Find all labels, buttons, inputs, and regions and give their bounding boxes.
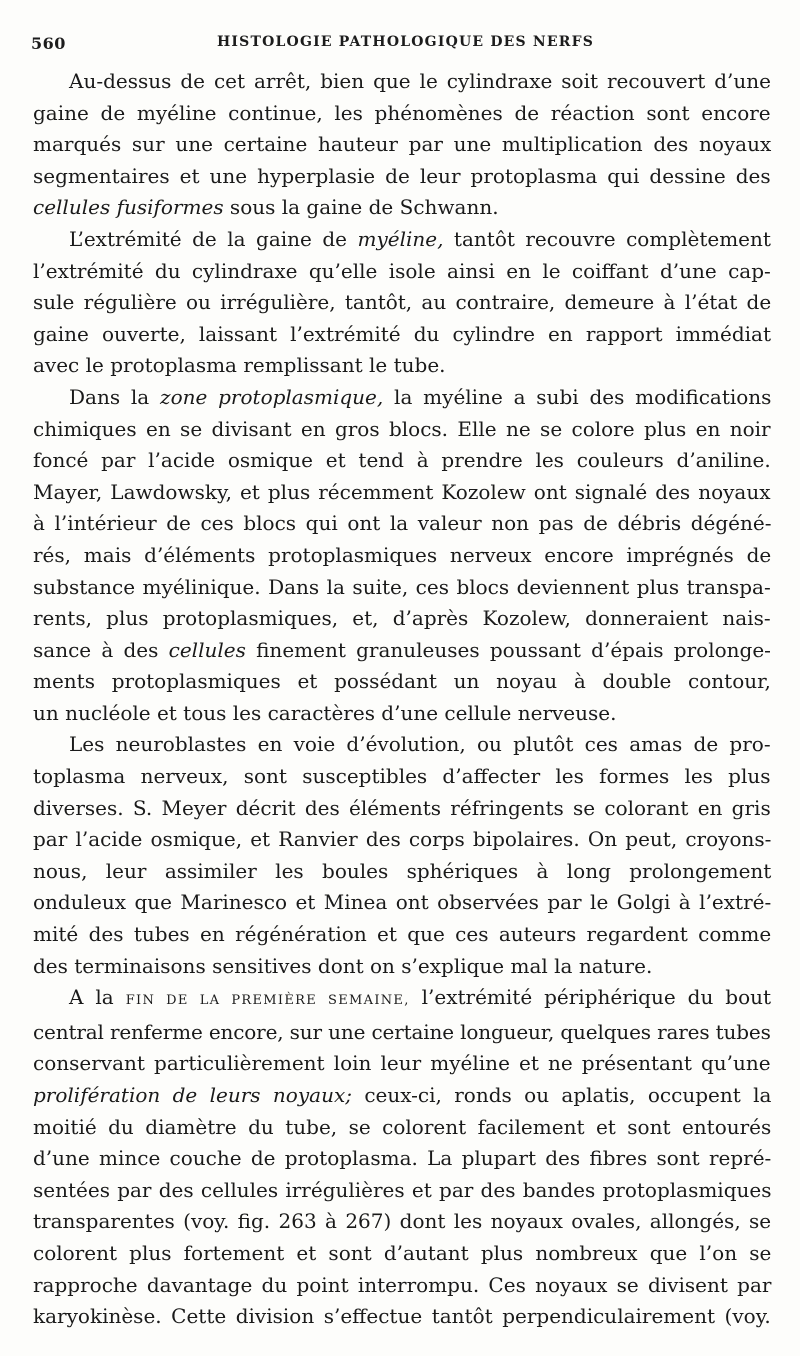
text-line: chimiques en se divisant en gros blocs. Elle ne se colore plus en noir	[33, 416, 771, 441]
text-run: finement granuleuses poussant d’épais prolonge-	[245, 637, 771, 662]
page-header	[31, 31, 771, 57]
text-line: mité des tubes en régénération et que ces auteurs regardent comme	[33, 922, 772, 947]
text-line: rents, plus protoplasmiques, et, d’après Kozolew, donneraient nais-	[33, 606, 771, 631]
text-line: colorent plus fortement et sont d’autant plus nombreux que l’on se	[33, 1240, 772, 1265]
text-line: Au-dessus de cet arrêt, bien que le cylindraxe soit recouvert d’une	[69, 69, 771, 93]
text-line: avec le protoplasma remplissant le tube.	[33, 353, 446, 378]
text-run: A la	[69, 985, 126, 1010]
running-title: HISTOLOGIE PATHOLOGIQUE DES NERFS	[217, 34, 595, 50]
paragraph-1	[33, 66, 771, 224]
text-run: sance à des	[33, 637, 169, 662]
text-line: l’extrémité du cylindraxe qu’elle isole ainsi en le coiffant d’une cap-	[33, 258, 771, 283]
text-line	[33, 1080, 771, 1112]
text-line	[33, 382, 771, 414]
italic-term: cellules	[168, 637, 246, 662]
paragraph-3	[33, 382, 771, 730]
text-line	[33, 192, 771, 224]
text-line: ments protoplasmiques et possédant un noyau à double contour,	[33, 669, 771, 694]
text-line: rés, mais d’éléments protoplasmiques nerveux encore imprégnés de	[33, 542, 772, 567]
text-line: karyokinèse. Cette division s’effectue tantôt perpendiculairement (voy.	[33, 1304, 771, 1329]
text-run: tantôt recouvre complètement	[443, 226, 771, 251]
text-line	[33, 982, 771, 1017]
paragraph-4	[33, 729, 771, 982]
text-run: l’extrémité périphérique du bout	[409, 985, 772, 1010]
text-line: moitié du diamètre du tube, se colorent facilement et sont entourés	[33, 1114, 772, 1139]
text-line: diverses. S. Meyer décrit des éléments réfringents se colorant en gris	[33, 795, 771, 820]
text-line: onduleux que Marinesco et Minea ont observées par le Golgi à l’extré-	[33, 890, 772, 915]
text-line: par l’acide osmique, et Ranvier des corps bipolaires. On peut, croyons-	[33, 827, 772, 852]
text-line: marqués sur une certaine hauteur par une multiplication des noyaux	[33, 132, 772, 157]
text-line: sule régulière ou irrégulière, tantôt, au contraire, demeure à l’état de	[33, 290, 772, 315]
italic-term: zone protoplasmique,	[160, 384, 384, 409]
text-line: foncé par l’acide osmique et tend à prendre les couleurs d’aniline.	[33, 448, 771, 473]
text-line: substance myélinique. Dans la suite, ces blocs deviennent plus transpa-	[33, 574, 771, 599]
paragraph-2	[33, 224, 771, 382]
text-line: un nucléole et tous les caractères d’une cellule nerveuse.	[33, 700, 617, 725]
text-line: sentées par des cellules irrégulières et par des bandes protoplasmiques	[33, 1177, 772, 1202]
text-line: transparentes (voy. fig. 263 à 267) dont les noyaux ovales, allongés, se	[33, 1209, 772, 1234]
text-run: L’extrémité de la gaine de	[69, 226, 358, 251]
italic-term: myéline,	[357, 226, 444, 251]
text-line	[33, 635, 771, 667]
text-line: segmentaires et une hyperplasie de leur protoplasma qui dessine des	[33, 163, 771, 188]
text-line: toplasma nerveux, sont susceptibles d’affecter les formes les plus	[33, 764, 771, 789]
text-line: central renferme encore, sur une certaine longueur, quelques rares tubes	[33, 1019, 771, 1044]
text-line: d’une mince couche de protoplasma. La plupart des fibres sont repré-	[33, 1146, 772, 1171]
italic-term: cellules fusiformes	[33, 195, 224, 220]
text-run: la myéline a subi des modifications	[383, 384, 772, 409]
text-line: Mayer, Lawdowsky, et plus récemment Kozolew ont signalé des noyaux	[33, 479, 771, 504]
text-line	[33, 224, 771, 256]
text-line: à l’intérieur de ces blocs qui ont la valeur non pas de débris dégéné-	[33, 511, 772, 536]
text-run: ceux-ci, ronds ou aplatis, occupent la	[351, 1083, 772, 1107]
italic-term: prolifération de leurs noyaux;	[33, 1083, 352, 1107]
text-line: nous, leur assimiler les boules sphériques à long prolongement	[33, 858, 772, 883]
text-line: conservant particulièrement loin leur myéline et ne présentant qu’une	[33, 1051, 771, 1076]
text-line: gaine de myéline continue, les phénomènes de réaction sont encore	[33, 100, 771, 125]
paragraph-5	[33, 982, 771, 1333]
text-line: des terminaisons sensitives dont on s’explique mal la nature.	[33, 953, 653, 978]
small-caps-term: FIN DE LA PREMIÈRE SEMAINE,	[125, 993, 410, 1009]
text-line: gaine ouverte, laissant l’extrémité du cylindre en rapport immédiat	[33, 321, 771, 346]
text-line: rapproche davantage du point interrompu. Ces noyaux se divisent par	[33, 1272, 772, 1297]
body-text	[33, 66, 771, 1333]
text-line: Les neuroblastes en voie d’évolution, ou plutôt ces amas de pro-	[69, 732, 771, 757]
text-run: sous la gaine de Schwann.	[223, 195, 499, 220]
text-run: Dans la	[69, 384, 161, 409]
page-number: 560	[31, 34, 66, 53]
